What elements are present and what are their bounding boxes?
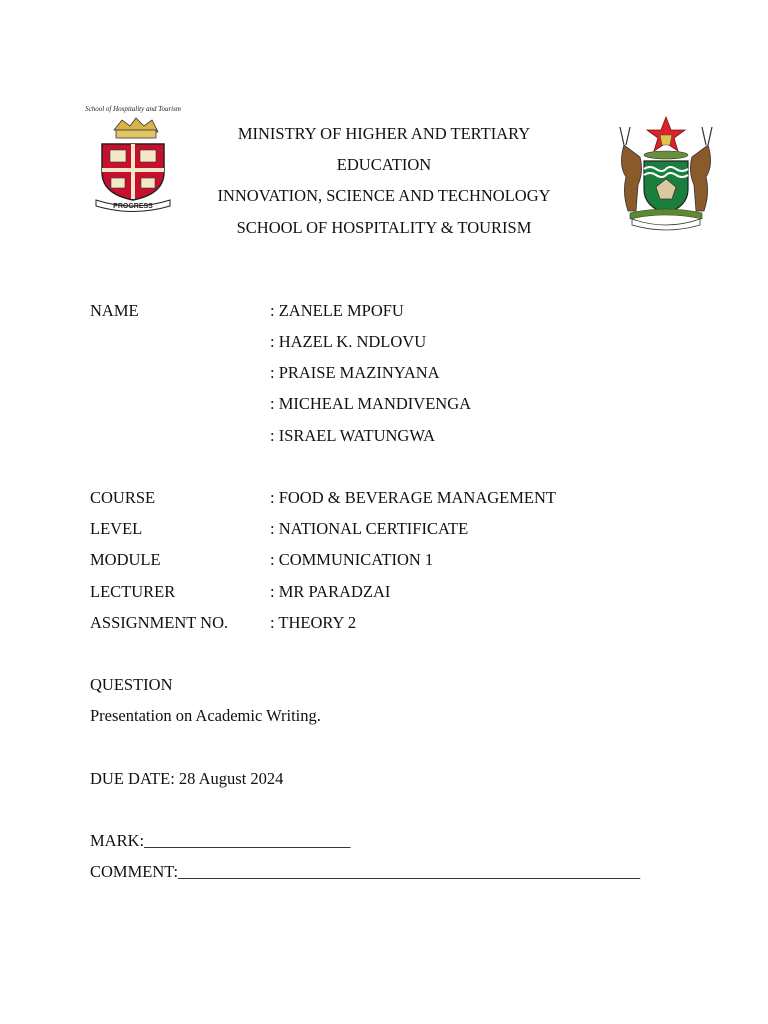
name-value-2: : HAZEL K. NDLOVU: [270, 332, 427, 351]
header-line-4: SCHOOL OF HOSPITALITY & TOURISM: [236, 218, 532, 237]
crest-ribbon-text: PROGRESS: [113, 203, 153, 210]
module-value: : COMMUNICATION 1: [270, 550, 434, 569]
crest-top-text: School of Hospitality and Tourism: [85, 105, 181, 113]
lecturer-value: : MR PARADZAI: [270, 582, 391, 601]
name-value-4: : MICHEAL MANDIVENGA: [270, 394, 472, 413]
due-date: DUE DATE: 28 August 2024: [90, 769, 284, 788]
assignment-value: : THEORY 2: [270, 613, 357, 632]
course-value: : FOOD & BEVERAGE MANAGEMENT: [270, 488, 556, 507]
name-value-5: : ISRAEL WATUNGWA: [270, 426, 435, 445]
course-label: COURSE: [90, 488, 156, 507]
module-label: MODULE: [90, 550, 161, 569]
question-text: Presentation on Academic Writing.: [90, 706, 321, 725]
header-line-3: INNOVATION, SCIENCE AND TECHNOLOGY: [217, 186, 551, 205]
mark-field: MARK:_________________________: [90, 831, 351, 850]
name-value-1: : ZANELE MPOFU: [270, 301, 404, 320]
name-label: NAME: [90, 301, 139, 320]
name-value-3: : PRAISE MAZINYANA: [270, 363, 440, 382]
level-label: LEVEL: [90, 519, 143, 538]
level-value: : NATIONAL CERTIFICATE: [270, 519, 469, 538]
lecturer-label: LECTURER: [90, 582, 176, 601]
assignment-label: ASSIGNMENT NO.: [90, 613, 229, 632]
question-label: QUESTION: [90, 675, 173, 694]
header-line-1: MINISTRY OF HIGHER AND TERTIARY: [237, 124, 531, 143]
comment-field: COMMENT:________________________________________________________: [90, 862, 641, 881]
header-line-2: EDUCATION: [336, 155, 432, 174]
zimbabwe-coat-of-arms-icon: [610, 115, 722, 231]
